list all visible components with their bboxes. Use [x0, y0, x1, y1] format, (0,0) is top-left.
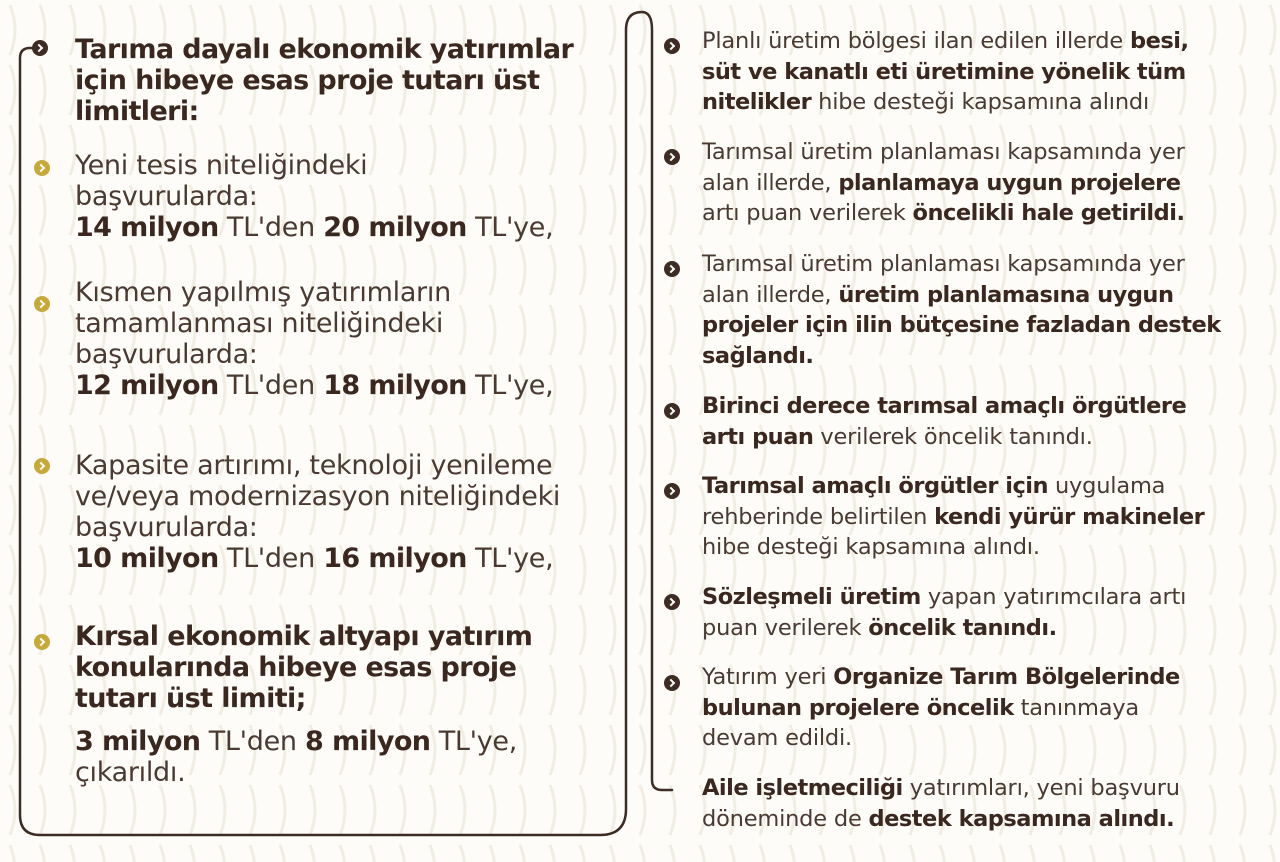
item4-text: Kırsal ekonomik altyapı yatırım konularında hibeye esas proje tutarı üst limiti; 3 milyon TL'den 8 milyon TL'ye, çıkarıldı. — [75, 621, 533, 788]
item3-text: Kapasite artırımı, teknoloji yenileme ve/veya modernizasyon niteliğindeki başvurularda: 10 milyon TL'den 16 milyon TL'ye, — [75, 450, 561, 574]
left-heading — [75, 34, 595, 127]
r8-text: Aile işletmeciliği yatırımları, yeni başvuru döneminde de destek kapsamına alındı. — [702, 775, 1180, 832]
r3-text: Tarımsal üretim planlaması kapsamında yer alan illerde, üretim planlamasına uygun projeler için ilin bütçesine fazladan destek sağlandı. — [702, 251, 1221, 369]
item2-text: Kısmen yapılmış yatırımların tamamlanması niteliğindeki başvurularda: 12 milyon TL'den 18 milyon TL'ye, — [75, 277, 554, 401]
heading-bullet-icon — [32, 40, 48, 56]
item1-bullet-icon — [34, 160, 50, 176]
r2-bullet-icon — [664, 149, 680, 165]
r4-bullet-icon — [664, 403, 680, 419]
item4-bullet-icon — [34, 634, 50, 650]
item3-bullet-icon — [34, 458, 50, 474]
r6-text: Sözleşmeli üretim yapan yatırımcılara artı puan verilerek öncelik tanındı. — [702, 584, 1187, 641]
r6-bullet-icon — [664, 594, 680, 610]
r3-bullet-icon — [664, 261, 680, 277]
r7-text: Yatırım yeri Organize Tarım Bölgelerinde bulunan projelere öncelik tanınmaya devam edildi. — [702, 664, 1180, 751]
r5-bullet-icon — [664, 483, 680, 499]
r2-text: Tarımsal üretim planlaması kapsamında yer alan illerde, planlamaya uygun projelere artı puan verilerek öncelikli hale getirildi. — [702, 139, 1185, 226]
r1-bullet-icon — [664, 38, 680, 54]
r5-text: Tarımsal amaçlı örgütler için uygulama rehberinde belirtilen kendi yürür makineler hibe desteği kapsamına alındı. — [702, 473, 1205, 560]
left-heading-text: Tarıma dayalı ekonomik yatırımlar için hibeye esas proje tutarı üst limitleri: — [75, 34, 574, 127]
r1-text: Planlı üretim bölgesi ilan edilen illerde besi, süt ve kanatlı eti üretimine yönelik tüm nitelikler hibe desteği kapsamına alındı — [702, 28, 1189, 115]
item1-text: Yeni tesis niteliğindeki başvurularda: 14 milyon TL'den 20 milyon TL'ye, — [75, 150, 554, 243]
item2-bullet-icon — [34, 296, 50, 312]
r7-bullet-icon — [664, 675, 680, 691]
r4-text: Birinci derece tarımsal amaçlı örgütlere artı puan verilerek öncelik tanındı. — [702, 393, 1187, 450]
